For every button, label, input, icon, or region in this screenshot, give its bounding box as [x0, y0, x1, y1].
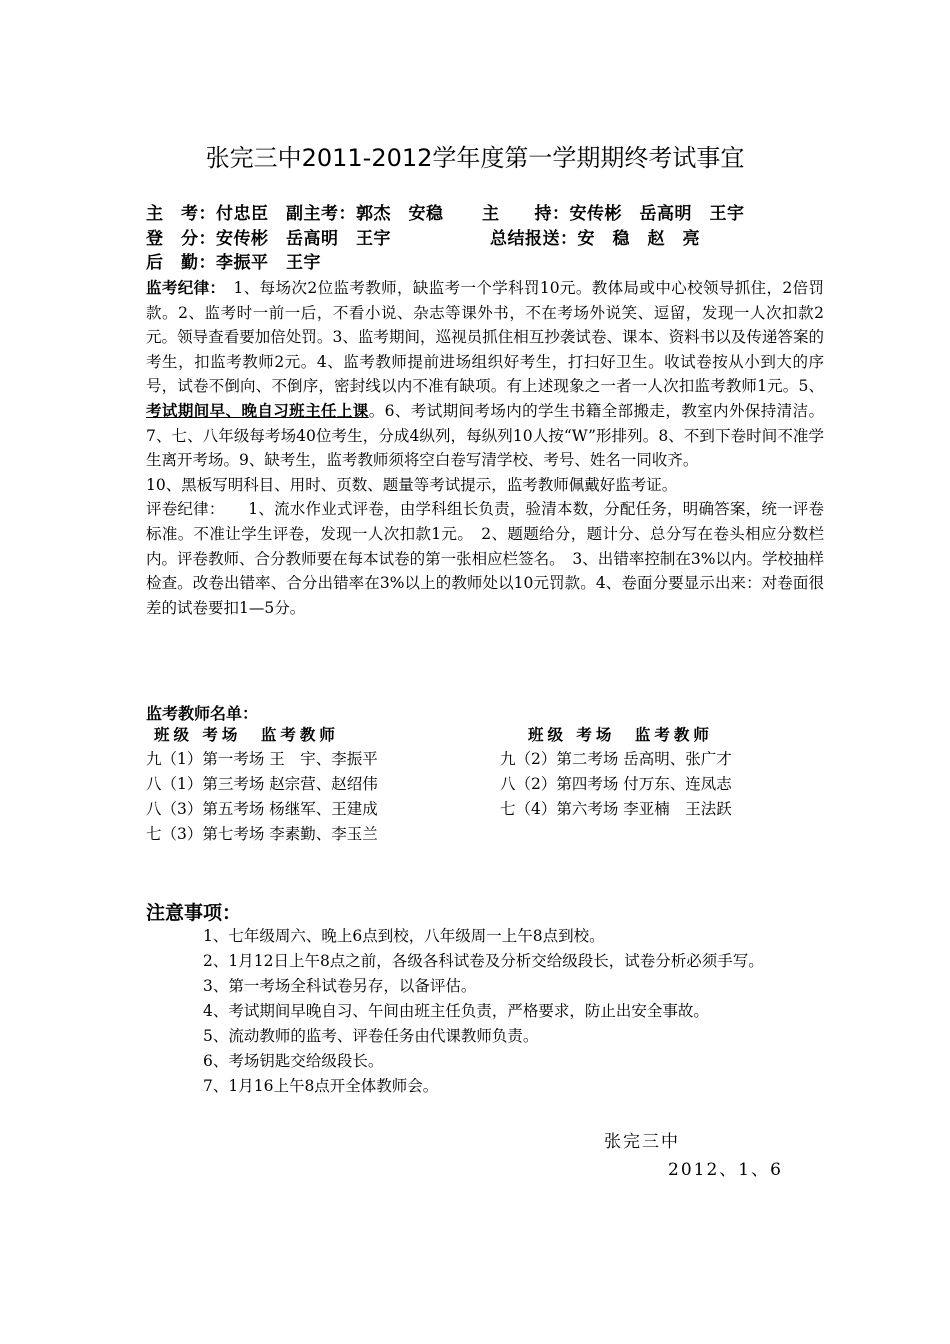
table-row: 九（2）第二考场 岳高明、张广才 [500, 750, 732, 768]
list-item: 3、第一考场全科试卷另存，以备评估。 [203, 977, 477, 995]
rules-section [146, 276, 824, 620]
invigilator-list-heading: 监考教师名单： [146, 704, 259, 723]
chief-examiner: 主 考：付忠臣 [146, 204, 269, 224]
score-entry: 登 分：安传彬 岳高明 王宇 [146, 229, 391, 249]
document-title: 张完三中2011-2012学年度第一学期期终考试事宜 [205, 144, 745, 172]
invigilation-discipline-label: 监考纪律： [146, 278, 218, 297]
invigilator-column-right [500, 722, 732, 822]
table-row: 八（2）第四考场 付万东、连凤志 [500, 775, 732, 793]
list-item: 4、考试期间早晚自习、午间由班主任负责，严格要求，防止出安全事故。 [203, 1002, 709, 1020]
table-row: 七（4）第六考场 李亚楠 王法跃 [500, 800, 732, 818]
summary-report: 总结报送：安 稳 赵 亮 [490, 229, 700, 249]
list-item: 2、1月12日上午8点之前，各级各科试卷及分析交给级段长，试卷分析必须手写。 [203, 952, 764, 970]
list-item: 1、七年级周六、晚上6点到校，八年级周一上午8点到校。 [203, 927, 605, 945]
list-item: 5、流动教师的监考、评卷任务由代课教师负责。 [203, 1027, 539, 1045]
list-item: 6、考场钥匙交给级段长。 [203, 1052, 384, 1070]
table-row: 七（3）第七考场 李素勤、李玉兰 [146, 825, 378, 843]
invigilator-column-left [146, 722, 378, 847]
staff-row-1 [146, 202, 745, 226]
staff-row-2 [146, 227, 700, 251]
list-item: 7、1月16上午8点开全体教师会。 [203, 1077, 439, 1095]
invigilation-discipline [146, 276, 824, 473]
table-header-left: 班级 考场 监考教师 [154, 725, 339, 744]
table-row: 九（1）第一考场 王 宇、李振平 [146, 750, 378, 768]
invigilation-discipline-emphasis: 考试期间早、晚自习班主任上课 [146, 400, 369, 420]
signature-org: 张完三中 [604, 1132, 680, 1152]
invigilation-discipline-item-10: 10、黑板写明科目、用时、页数、题量等考试提示，监考教师佩戴好监考证。 [146, 475, 678, 494]
deputy-examiner: 副主考：郭杰 安稳 [286, 204, 444, 224]
staff-row-3 [146, 251, 321, 275]
signature-date: 2012、1、6 [668, 1160, 783, 1180]
invigilation-discipline-text: 1、每场次2位监考教师，缺监考一个学科罚10元。教体局或中心校领导抓住，2倍罚款。2、监考时一前一后，不看小说、杂志等课外书，不在考场外说笑、逗留，发现一人次扣款2元。领导查看要加倍处罚。3、监考期间，巡视员抓住相互抄袭试卷、课本、资料书以及传递答案的考生，扣监考教师2元。4、监考教师提前进场组织好考生，打扫好卫生。收试卷按从小到大的序号，试卷不倒向、不倒序，密封线以内不准有缺项。有上述现象之一者一人次扣监考教师1元。5、 [146, 279, 824, 396]
table-header-right: 班级 考场 监考教师 [528, 725, 713, 744]
grading-discipline-text: 1、流水作业式评卷，由学科组长负责，验清本数，分配任务，明确答案，统一评卷标准。不准让学生评卷，发现一人次扣款1元。 2、题题给分，题计分、总分写在卷头相应分数栏内。评卷教师、合分教师要在每本试卷的第一张相应栏签名。 3、出错率控制在3%以内。学校抽样检查。改卷出错率、合分出错率在3%以上的教师处以10元罚款。4、卷面分要显示出来：对卷面很差的试卷要扣1—5分。 [146, 500, 824, 617]
table-row: 八（3）第五考场 杨继军、王建成 [146, 800, 378, 818]
notice-title: 注意事项： [146, 902, 242, 924]
grading-discipline-label: 评卷纪律： [146, 500, 217, 519]
grading-discipline [146, 497, 824, 620]
host: 主 持：安传彬 岳高明 王宇 [482, 204, 745, 224]
invigilation-discipline-text-cont: 。6、考试期间考场内的学生书籍全部搬走，教室内外保持清洁。7、七、八年级每考场40位考生，分成4纵列，每纵列10人按“W”形排列。8、不到下卷时间不准学生离开考场。9、缺考生，监考教师须将空白卷写清学校、考号、姓名一同收齐。 [146, 401, 824, 470]
notice-list [203, 924, 823, 1099]
table-row: 八（1）第三考场 赵宗营、赵绍伟 [146, 775, 378, 793]
logistics: 后 勤：李振平 王宇 [146, 253, 321, 273]
